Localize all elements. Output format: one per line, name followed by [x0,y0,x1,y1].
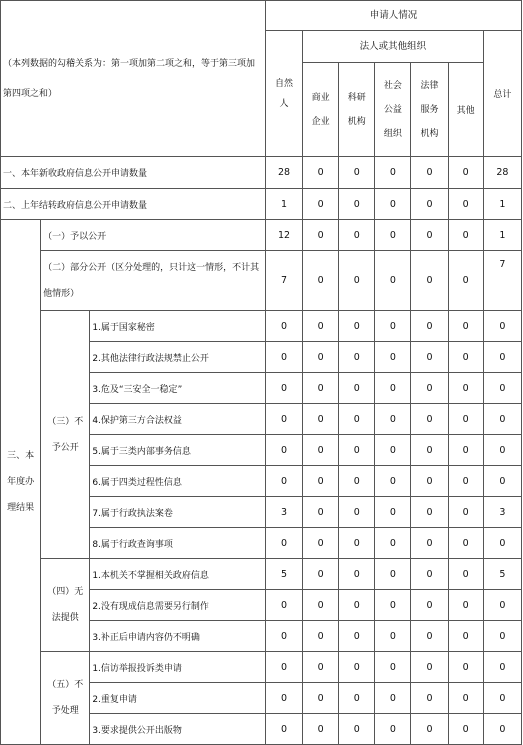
cell-research: 0 [339,621,375,652]
cell-natural: 3 [265,497,302,528]
cell-other: 0 [448,435,483,466]
cell-legal: 0 [411,466,448,497]
row-label-security-stability: 3.危及“三安全一稳定” [90,373,266,404]
cell-natural: 0 [265,714,302,745]
table-row [1,220,522,251]
cell-natural: 5 [265,559,302,590]
cell-other: 0 [448,528,483,559]
cell-other: 0 [448,621,483,652]
row-label-disclosed: （一）予以公开 [41,220,266,251]
cell-legal: 0 [411,435,448,466]
cell-business: 0 [303,652,339,683]
cell-total: 0 [483,373,521,404]
legal-or-other-header: 法人或其他组织 [303,31,484,63]
table-row [1,311,522,342]
cell-business: 0 [303,559,339,590]
cell-other: 0 [448,342,483,373]
applicant-situation-header: 申请人情况 [265,1,521,31]
cell-public: 0 [375,435,411,466]
cell-natural: 0 [265,683,302,714]
cell-public: 0 [375,404,411,435]
cell-research: 0 [339,590,375,621]
cell-total: 0 [483,621,521,652]
cell-legal: 0 [411,497,448,528]
cell-total: 28 [483,157,521,189]
row-label-needs-creation: 2.没有现成信息需要另行制作 [90,590,266,621]
cell-legal: 0 [411,311,448,342]
cell-business: 0 [303,189,339,220]
table-row [1,251,522,311]
col-business: 商业 企业 [303,63,339,157]
cell-public: 0 [375,714,411,745]
cell-natural: 0 [265,342,302,373]
cell-total: 1 [483,220,521,251]
cell-research: 0 [339,466,375,497]
cell-business: 0 [303,373,339,404]
cell-public: 0 [375,157,411,189]
cell-business: 0 [303,311,339,342]
cell-research: 0 [339,189,375,220]
cell-business: 0 [303,497,339,528]
cell-total: 0 [483,435,521,466]
col-natural-person: 自然 人 [265,31,302,157]
row-label-not-held: 1.本机关不掌握相关政府信息 [90,559,266,590]
cell-other: 0 [448,220,483,251]
row-label-new-applications: 一、本年新收政府信息公开申请数量 [1,157,266,189]
cell-legal: 0 [411,189,448,220]
col-total: 总计 [483,31,521,157]
row-label-process-info: 6.属于四类过程性信息 [90,466,266,497]
cell-natural: 0 [265,404,302,435]
cell-research: 0 [339,157,375,189]
cell-total: 5 [483,559,521,590]
cell-business: 0 [303,342,339,373]
cell-research: 0 [339,497,375,528]
cell-natural: 7 [265,251,302,311]
cell-legal: 0 [411,404,448,435]
cell-other: 0 [448,559,483,590]
cell-other: 0 [448,311,483,342]
cell-public: 0 [375,621,411,652]
table-row [1,157,522,189]
cell-legal: 0 [411,621,448,652]
cell-total: 7 [483,251,521,311]
cell-natural: 0 [265,466,302,497]
row-label-enforcement-files: 7.属于行政执法案卷 [90,497,266,528]
cell-research: 0 [339,251,375,311]
cell-research: 0 [339,404,375,435]
cell-legal: 0 [411,220,448,251]
row-label-publications: 3.要求提供公开出版物 [90,714,266,745]
table-note: （本列数据的勾稽关系为：第一项加第二项之和，等于第三项加第四项之和） [1,1,266,157]
cell-other: 0 [448,652,483,683]
group-unable-to-provide: （四）无法提供 [41,559,90,652]
header-row-1 [1,1,522,31]
cell-legal: 0 [411,559,448,590]
cell-legal: 0 [411,683,448,714]
cell-total: 0 [483,342,521,373]
cell-total: 0 [483,528,521,559]
cell-business: 0 [303,251,339,311]
cell-legal: 0 [411,157,448,189]
cell-research: 0 [339,311,375,342]
cell-business: 0 [303,466,339,497]
cell-business: 0 [303,528,339,559]
cell-total: 0 [483,466,521,497]
cell-other: 0 [448,714,483,745]
cell-other: 0 [448,251,483,311]
row-label-state-secret: 1.属于国家秘密 [90,311,266,342]
cell-research: 0 [339,559,375,590]
cell-legal: 0 [411,652,448,683]
cell-other: 0 [448,466,483,497]
cell-natural: 0 [265,621,302,652]
cell-research: 0 [339,220,375,251]
cell-natural: 0 [265,311,302,342]
cell-business: 0 [303,157,339,189]
cell-public: 0 [375,497,411,528]
cell-business: 0 [303,435,339,466]
cell-public: 0 [375,652,411,683]
cell-public: 0 [375,590,411,621]
cell-total: 0 [483,311,521,342]
row-label-internal-affairs: 5.属于三类内部事务信息 [90,435,266,466]
cell-research: 0 [339,528,375,559]
cell-total: 0 [483,404,521,435]
cell-business: 0 [303,220,339,251]
section-annual-results: 三、本年度办理结果 [1,220,41,745]
cell-other: 0 [448,683,483,714]
cell-business: 0 [303,714,339,745]
row-label-carried-over: 二、上年结转政府信息公开申请数量 [1,189,266,220]
row-label-still-unclear: 3.补正后申请内容仍不明确 [90,621,266,652]
cell-legal: 0 [411,714,448,745]
col-research: 科研 机构 [339,63,375,157]
cell-total: 0 [483,683,521,714]
cell-business: 0 [303,683,339,714]
cell-public: 0 [375,373,411,404]
cell-other: 0 [448,189,483,220]
cell-business: 0 [303,404,339,435]
cell-total: 0 [483,714,521,745]
cell-natural: 0 [265,590,302,621]
cell-legal: 0 [411,251,448,311]
row-label-law-prohibited: 2.其他法律行政法规禁止公开 [90,342,266,373]
cell-public: 0 [375,251,411,311]
cell-total: 3 [483,497,521,528]
cell-research: 0 [339,435,375,466]
table-row [1,652,522,683]
cell-research: 0 [339,652,375,683]
cell-business: 0 [303,621,339,652]
group-not-disclosed: （三）不予公开 [41,311,90,559]
col-other: 其他 [448,63,483,157]
cell-research: 0 [339,714,375,745]
cell-legal: 0 [411,342,448,373]
cell-natural: 0 [265,652,302,683]
table-row [1,189,522,220]
cell-legal: 0 [411,528,448,559]
col-public-welfare: 社会 公益 组织 [375,63,411,157]
cell-natural: 0 [265,528,302,559]
cell-public: 0 [375,559,411,590]
cell-other: 0 [448,404,483,435]
cell-research: 0 [339,683,375,714]
cell-natural: 0 [265,373,302,404]
cell-public: 0 [375,342,411,373]
cell-public: 0 [375,528,411,559]
col-legal-service: 法律 服务 机构 [411,63,448,157]
cell-total: 1 [483,189,521,220]
table-row [1,559,522,590]
cell-public: 0 [375,189,411,220]
group-not-processed: （五）不予处理 [41,652,90,745]
cell-natural: 28 [265,157,302,189]
cell-public: 0 [375,466,411,497]
cell-other: 0 [448,157,483,189]
cell-public: 0 [375,311,411,342]
cell-natural: 12 [265,220,302,251]
cell-public: 0 [375,683,411,714]
cell-natural: 0 [265,435,302,466]
row-label-admin-inquiry: 8.属于行政查询事项 [90,528,266,559]
cell-legal: 0 [411,590,448,621]
cell-total: 0 [483,652,521,683]
cell-business: 0 [303,590,339,621]
row-label-duplicate: 2.重复申请 [90,683,266,714]
row-label-petition-complaint: 1.信访举报投诉类申请 [90,652,266,683]
cell-total: 0 [483,590,521,621]
cell-other: 0 [448,497,483,528]
cell-public: 0 [375,220,411,251]
cell-research: 0 [339,373,375,404]
row-label-third-party-rights: 4.保护第三方合法权益 [90,404,266,435]
cell-legal: 0 [411,373,448,404]
row-label-partially-disclosed: （二）部分公开（区分处理的，只计这一情形，不计其他情形） [41,251,266,311]
cell-other: 0 [448,373,483,404]
cell-research: 0 [339,342,375,373]
cell-other: 0 [448,590,483,621]
cell-natural: 1 [265,189,302,220]
